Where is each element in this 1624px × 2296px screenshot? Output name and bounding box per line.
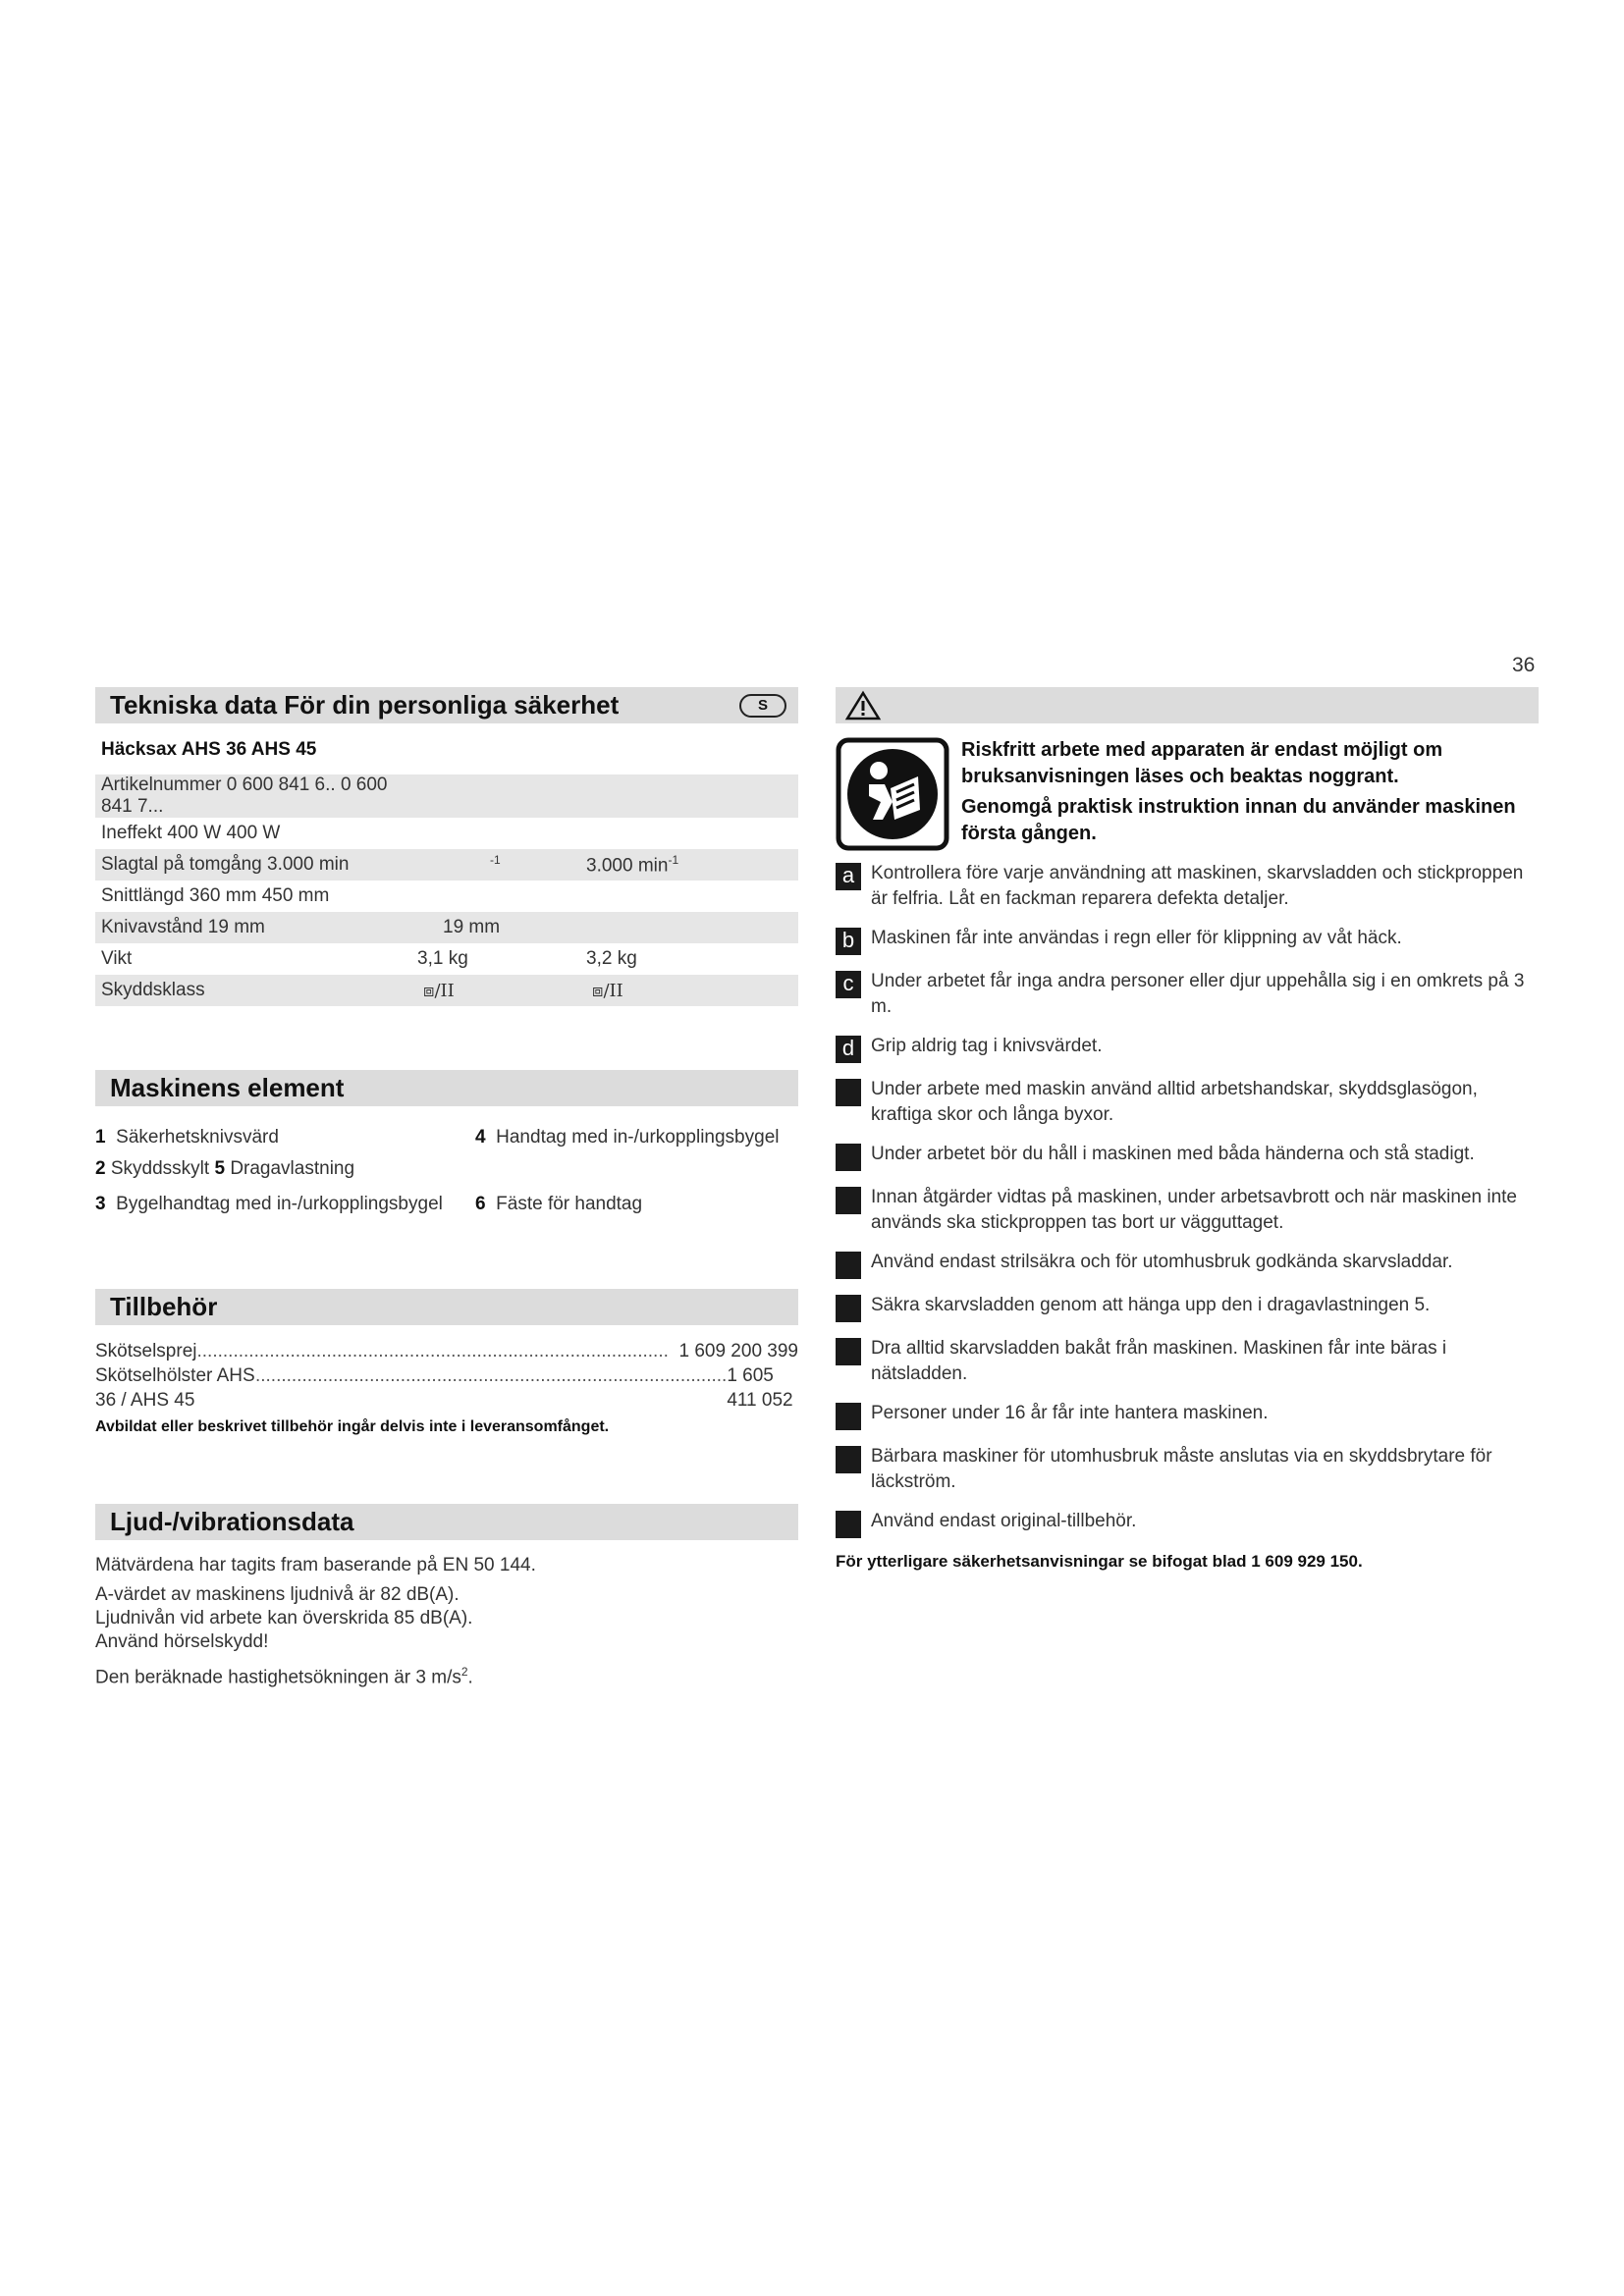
spec-right: 3.000 min — [586, 855, 669, 877]
spec-right-sup: -1 — [668, 852, 679, 867]
rule-marker — [836, 1511, 861, 1538]
spec-label: Skyddsklass — [95, 975, 402, 1006]
product-subtitle: Häcksax AHS 36 AHS 45 — [101, 739, 317, 760]
read-manual-icon — [836, 737, 949, 851]
list-item: c Under arbetet får inga andra personer eller djur uppehålla sig i en omkrets på 3 m. — [836, 969, 1539, 1020]
rule-marker — [836, 1446, 861, 1473]
rule-marker — [836, 1295, 861, 1322]
list-item: Använd endast strilsäkra och för utomhusbruk godkända skarvsladdar. — [836, 1250, 1539, 1279]
spec-table — [95, 774, 798, 1006]
spec-label: Knivavstånd 19 mm — [95, 912, 402, 943]
page-number: 36 — [1512, 654, 1536, 676]
accessories-list — [95, 1339, 798, 1439]
spec-label: Vikt — [101, 948, 133, 969]
list-item: a Kontrollera före varje användning att maskinen, skarvsladden och stickproppen är felfria. Låt en fackman reparera defekta detaljer. — [836, 861, 1539, 912]
accessories-note: Avbildat eller beskrivet tillbehör ingår delvis inte i leveransomfånget. — [95, 1418, 610, 1435]
list-item: b Maskinen får inte användas i regn eller för klippning av våt häck. — [836, 926, 1539, 955]
rule-marker: b — [836, 928, 861, 955]
intro-line-2: Genomgå praktisk instruktion innan du använder maskinen första gången. — [961, 796, 1516, 844]
list-item: Använd endast original-tillbehör. — [836, 1509, 1539, 1538]
list-item: Innan åtgärder vidtas på maskinen, under arbetsavbrott och när maskinen inte används ska stickproppen tas bort ur vägguttaget. — [836, 1185, 1539, 1236]
right-column — [836, 687, 1539, 1572]
list-item: 2 Skyddsskylt 5 Dragavlastning — [95, 1158, 355, 1179]
protection-class-symbol: ⧈/II — [580, 975, 798, 1006]
list-item: Skötselsprej ........................................................................................... 1 609 200 399 — [95, 1341, 798, 1362]
safety-intro — [836, 737, 1539, 851]
accessories-header — [95, 1289, 798, 1325]
rule-marker — [836, 1144, 861, 1171]
sound-section: Mätvärdena har tagits fram baserande på EN 50 144. A-värdet av maskinens ljudnivå är 82 dB(A). Ljudnivån vid arbete kan överskrida 85 dB(A). Använd hörselskydd! Den beräknade hastighetsökningen är 3 $m/s^2$. — [95, 1555, 536, 1688]
spec-label: Artikelnummer 0 600 841 6.. 0 600 841 7... — [95, 774, 402, 818]
sound-header — [95, 1504, 798, 1540]
rule-marker — [836, 1252, 861, 1279]
list-item: 1 Säkerhetsknivsvärd 4 Handtag med in-/urkopplingsbygel — [95, 1127, 780, 1148]
rule-marker — [836, 1187, 861, 1214]
table-row — [95, 849, 798, 881]
table-row — [95, 912, 798, 943]
spec-mid-sup: -1 — [490, 852, 501, 867]
list-item: 3 Bygelhandtag med in-/urkopplingsbygel 6 Fäste för handtag — [95, 1194, 643, 1214]
elements-title: Maskinens element — [110, 1073, 345, 1102]
protection-class-symbol: ⧈/II — [402, 975, 580, 1006]
spec-mid: 3,1 kg — [417, 948, 468, 969]
language-badge: S — [739, 694, 786, 718]
tech-data-header — [95, 687, 798, 723]
rule-marker: d — [836, 1036, 861, 1063]
elements-list — [95, 1122, 798, 1220]
list-item: Personer under 16 år får inte hantera maskinen. — [836, 1401, 1539, 1430]
table-row — [95, 975, 798, 1006]
list-item: Dra alltid skarvsladden bakåt från maskinen. Maskinen får inte bäras i nätsladden. — [836, 1336, 1539, 1387]
table-row — [95, 881, 798, 912]
warning-triangle-icon — [845, 691, 881, 721]
safety-rules — [836, 861, 1539, 1538]
spec-right: 3,2 kg — [586, 948, 637, 969]
spec-label: Slagtal på tomgång 3.000 min — [95, 849, 402, 881]
rule-marker — [836, 1403, 861, 1430]
list-item: Bärbara maskiner för utomhusbruk måste anslutas via en skyddsbrytare för läckström. — [836, 1444, 1539, 1495]
rule-marker: c — [836, 971, 861, 998]
table-row — [95, 943, 798, 975]
accessories-title: Tillbehör — [110, 1292, 218, 1321]
list-item: Under arbetet bör du håll i maskinen med båda händerna och stå stadigt. — [836, 1142, 1539, 1171]
rule-marker — [836, 1079, 861, 1106]
tech-data-title: Tekniska data För din personliga säkerhet — [110, 690, 620, 720]
table-row — [95, 774, 798, 818]
left-column — [95, 687, 798, 1695]
safety-header — [836, 687, 1539, 723]
spec-label: Ineffekt 400 W 400 W — [101, 823, 281, 843]
rule-marker — [836, 1338, 861, 1365]
rule-marker: a — [836, 863, 861, 890]
footer-note: För ytterligare säkerhetsanvisningar se bifogat blad 1 609 929 150. — [836, 1552, 1363, 1571]
spec-mid: 19 mm — [402, 912, 580, 943]
list-item: Skötselhölster AHS 36 / AHS 45 ........................................................................................... 1 605 411 052 — [95, 1365, 793, 1411]
list-item: Säkra skarvsladden genom att hänga upp den i dragavlastningen 5. — [836, 1293, 1539, 1322]
list-item: d Grip aldrig tag i knivsvärdet. — [836, 1034, 1539, 1063]
elements-header — [95, 1070, 798, 1106]
table-row — [95, 818, 798, 849]
spec-label: Snittlängd 360 mm 450 mm — [101, 885, 330, 906]
sound-title: Ljud-/vibrationsdata — [110, 1507, 354, 1536]
list-item: Under arbete med maskin använd alltid arbetshandskar, skyddsglasögon, kraftiga skor och långa byxor. — [836, 1077, 1539, 1128]
intro-line-1: Riskfritt arbete med apparaten är endast möjligt om bruksanvisningen läses och beaktas noggrant. — [961, 739, 1443, 787]
